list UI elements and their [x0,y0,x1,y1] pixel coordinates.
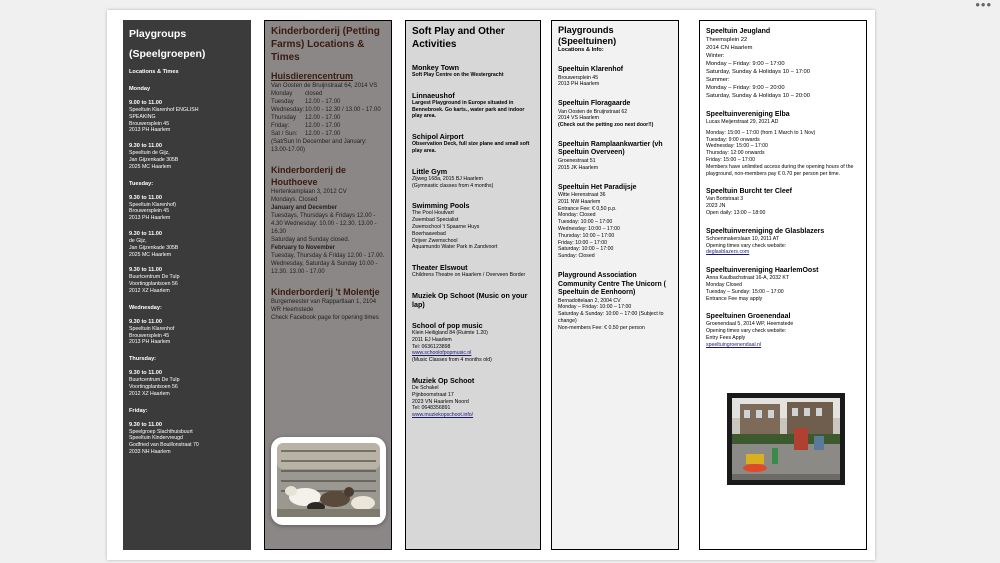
houthoeve-details [271,188,385,276]
hours-row [271,98,385,106]
association-detail: Opening times vary check website: [706,242,787,249]
association-link[interactable]: deglasblazers.com [706,249,750,256]
playgroup-time: 9.30 to 11.00 [129,421,162,428]
playground-detail: Sunday: Closed [558,253,595,260]
activity-name: Muziek Op Schoot (Music on your lap) [412,290,528,309]
playgroup-line: Speelgroep Slachthuisbuurt [129,428,193,435]
association-detail: Entry Fees Apply [706,334,746,341]
playgroup-line: Godfried van Bouillonstraat 70 [129,442,199,449]
association-name: Speeltuin Burcht ter Cleef [706,188,792,196]
activity-detail: 2023 VN Haarlem Noord [412,398,469,405]
association-detail: Opening times vary check website: [706,328,787,335]
playground-name: Speeltuin Ramplaankwartier (vh Speeltuin Overveen) [558,140,663,157]
playgroup-line: 2025 MC Haarlem [129,251,172,258]
activity-name: Schipol Airport [412,132,464,142]
activity-detail: Boerhaavebad [412,230,446,237]
association-detail: Winter: [706,53,725,59]
playground-name: Playground Association Community Centre The Unicorn ( Speeltuin de Eenhoorn) [558,272,666,297]
association-detail: 2023 JN [706,203,726,210]
petting-farms-column [264,20,392,550]
goats-photo [271,437,386,525]
association-detail: Monday – Friday: 9:00 – 20:00 [706,85,785,91]
playgroup-entry [129,231,245,258]
molentje-line: Burgemeester van Rappartlaan 1, 2104 WR Heemstede [271,299,377,313]
playground-detail: Saturday & Sunday: 10:00 – 17:00 (Subject to change) [558,311,664,324]
playgroup-line: 2012 XZ Haarlem [129,287,170,294]
activity-name: Muziek Op Schoot [412,375,475,385]
hours-time: 12.00 - 17.00 [305,115,341,121]
houthoeve-heading: Kinderborderij de Houthoeve [271,165,347,187]
playgrounds-subtitle: Locations & Info: [558,47,604,53]
hours-row [271,130,385,138]
soft-play-column [405,20,541,550]
playground-detail: Monday: Closed [558,212,596,219]
day-heading: Friday: [129,407,148,414]
houthoeve-line: January and December [271,205,338,211]
huisdierencentrum-hours [271,90,385,138]
association-detail: Groenendaal 5, 2014 WP, Heemstede [706,321,794,328]
playgroup-line: 2033 NH Haarlem [129,448,171,455]
playground-detail: Friday: 10:00 – 17:00 [558,239,608,246]
playgroup-line: Buurtcentrum De Tulp [129,377,180,384]
hours-time: 12.00 - 17.00 [305,99,341,105]
huisdierencentrum-heading: Huisdierencentrum [271,71,354,81]
activity-detail: Tel: 0636123898 [412,343,451,350]
association-name: Speeltuinvereniging HaarlemOost [706,267,819,275]
activity-detail: Zwemschool 't Spaarne Huys [412,223,480,230]
activity-detail: Largest Playground in Europe situated in Bennebroek. Go karts., water park and indoor play area. [412,99,525,120]
playgroup-line: Brouwersplein 45 [129,332,170,339]
activity-detail: (Music Classes from 4 months old) [412,357,492,364]
association-detail: Open daily: 13:00 – 18:00 [706,209,766,216]
association-detail: Anna Kaulbachstraat 16-A, 2032 KT [706,275,790,282]
playgroup-line: Speeltuin Klarenhof [129,325,175,332]
activity-name: Monkey Town [412,63,459,72]
playground-detail: Thursday: 10:00 – 17:00 [558,232,615,239]
petting-farms-title: Kinderborderij (Petting Farms) Locations & Times [271,26,380,63]
association-name: Speeltuinvereniging Elba [706,111,790,118]
association-link[interactable]: speeltuingroenendaal.nl [706,341,762,348]
association-detail: 2014 CN Haarlem [706,45,753,51]
playgroup-entry [129,319,245,346]
playgroup-entry [129,267,245,294]
day-heading: Monday [129,86,151,92]
playgrounds-title: Playgrounds (Speeltuinen) [558,25,617,46]
playground-detail: 2015 JK Haarlem [558,164,599,171]
playgroups-title: Playgroups [129,28,187,40]
playground-name: Speeltuin Klarenhof [558,66,624,73]
houthoeve-line: Tuesday, Thursday & Friday 12.00 - 17.00. Wednesday, Saturday & Sunday 10.00 - 12.30. 13.00 - 17.00 [271,253,385,275]
activity-detail: 2011 EJ Haarlem [412,336,452,343]
playgroup-entry [129,422,245,456]
playground-name: Speeltuin Floragaarde [558,100,631,108]
playgroup-time: 9.30 to 11.00 [129,267,162,274]
playground-name: Speeltuin Het Paradijsje [558,183,637,191]
playgroup-line: 2025 MC Haarlem [129,163,172,170]
association-detail: Schoenmakerslaan 10, 2011 AT [706,235,780,242]
playgroup-line: Jan Gijzenkade 305B [129,244,179,251]
activity-name: Theater Elswout [412,263,468,273]
association-detail: Monday – Friday: 9:00 – 17:00 [706,61,785,67]
playgroup-line: 2013 PH Haarlem [129,339,171,346]
association-name: Speeltuinvereniging de Glasblazers [706,227,825,235]
hours-row [271,122,385,130]
hours-day: Sat / Sun: [271,131,298,137]
playground-detail: Entrance Fee: € 0,50 p.p. [558,205,617,212]
playgroup-line: 2013 PH Haarlem [129,215,171,222]
playground-detail: Witte Herenstraat 36 [558,192,606,199]
playground-detail: 2011 NW Haarlem [558,198,601,205]
association-detail: Theemsplein 22 [706,37,748,43]
playground-detail: Saturday: 10:00 – 17:00 [558,246,614,253]
activity-detail: Klein Heiligland 84 (Ruimte 1.20) [412,329,488,336]
playgroup-line: Voortingplantsoen 56 [129,383,178,390]
activity-name: Linnaeushof [412,90,455,100]
activity-detail: Observation Deck, full size plane and small soft play area. [412,141,530,154]
houthoeve-line: Mondays. Closed [271,197,318,203]
day-heading: Thursday: [129,356,157,363]
houthoeve-line: February to November [271,245,336,251]
playgroup-line: Speeltuin de Gijz, [129,150,170,157]
playgroup-time: 9.30 to 11.00 [129,230,162,237]
soft-play-list [412,63,534,419]
houthoeve-line: Saturday and Sunday closed. [271,237,350,243]
playgrounds-list [558,66,672,332]
association-detail: Monday: 15:00 – 17:00 (from 1 March to 1 Nov) [706,129,816,136]
playgroup-time: 9.30 to 11.00 [129,318,162,325]
association-detail: Saturday, Sunday & Holidays 10 – 17:00 [706,69,810,75]
association-detail: Summer: [706,77,730,83]
playground-detail: (Check out the petting zoo next door!!) [558,122,654,129]
playgroup-entry [129,100,245,134]
activity-detail: Drijver Zwemschool [412,237,458,244]
activity-detail: Zwembad Specialist [412,217,459,224]
playground-detail: Tuesday: 10:00 – 17:00 [558,219,613,226]
association-detail: Tuesday – Sunday: 15:00 – 17:00 [706,288,784,295]
playgroups-title-nl: (Speelgroepen) [129,48,206,60]
playgroup-time: 9.00 to 11.00 [129,100,162,106]
soft-play-title: Soft Play and Other Activities [412,26,505,50]
activity-detail: Childrens Theatre on Haarlem / Overveen Border [412,272,526,279]
activity-name: Swimming Pools [412,201,470,211]
playgroup-line: Jan Gijzenkade 305B [129,156,179,163]
playground-detail: Monday – Friday: 10:00 – 17:00 [558,304,632,311]
playground-associations-column [699,20,867,550]
hours-row [271,90,385,98]
playgroup-entry [129,143,245,170]
hours-day: Friday: [271,123,290,129]
playground-detail: Groenestraat 51 [558,157,596,164]
houthoeve-line: Tuesdays, Thursdays & Fridays 12.00 - 4.30 Wednesday: 10.00 - 12.30. 13.00 - 16.30 [271,213,377,235]
huisdierencentrum-address: Van Oosten de Bruijnstraat 64, 2014 VS [271,83,378,89]
playground-detail: Bernadottelaan 2, 2004 CV [558,297,621,304]
playgroup-line: Speeltuin Kindervreugd [129,435,183,442]
activity-detail: The Pool Houtvart [412,210,454,217]
playgroup-line: SPEAKING [129,113,156,120]
playgroup-entry [129,370,245,397]
playgroup-time: 9.30 to 11.00 [129,370,162,377]
association-name: Speeltuin Jeugland [706,28,771,35]
playground-associations-list [706,27,860,349]
activity-name: Little Gym [412,166,448,176]
association-detail: Entrance Fee may apply [706,295,763,302]
playgroups-subtitle: Locations & Times [129,69,179,75]
hours-time: 12.00 - 17.00 [305,123,341,129]
association-detail: Members have unlimited access during the opening hours of the playground, non-members pay € 0.70 per person per time. [706,163,854,177]
association-detail: Lucas Meijerstraat 29, 2021 AD [706,119,779,125]
hours-time: 10.00 - 12.30 / 13.00 - 17.00 [305,107,381,113]
activity-detail: Aquamundo Water Park in Zandvoort [412,244,498,251]
activity-name: School of pop music [412,320,483,330]
association-detail: Monday Closed [706,281,743,288]
playground-detail: Van Oosten de Bruijnstraat 62 [558,108,628,115]
hours-day: Monday [271,91,293,97]
activity-detail: Zijweg 168a, 2015 BJ Haarlem [412,175,483,182]
playgroup-time: 9.30 to 11.00 [129,143,162,150]
hours-day: Thursday [271,115,297,121]
association-detail: Van Bortstraat 3 [706,196,744,203]
playgroup-line: Buurtcentrum De Tulp [129,274,180,281]
molentje-heading: Kinderborderij 't Molentje [271,287,380,297]
molentje-details [271,298,385,322]
activity-detail: (Gymnastic classes from 4 months) [412,182,494,189]
association-detail: Saturday, Sunday & Holidays 10 – 20:00 [706,93,810,99]
playgroup-line: Speeltuin Klarenhof ENGLISH [129,107,199,113]
hours-row [271,106,385,114]
playgrounds-column [551,20,679,550]
playground-detail: Wednesday: 10:00 – 17:00 [558,226,620,233]
playground-detail: 2014 VS Haarlem [558,115,599,122]
playgroups-days [129,86,245,456]
day-heading: Tuesday: [129,180,154,187]
hours-day: Tuesday [271,99,294,105]
playgroup-line: Voortingplantsoen 56 [129,281,178,288]
playgroup-line: Speeltuin Klarenhof) [129,201,177,208]
activity-detail: Tel: 0648356891 [412,405,451,412]
playground-photo [727,393,845,485]
day-heading: Wednesday: [129,304,162,311]
playground-detail: Brouwersplein 45 [558,74,599,81]
houthoeve-line: Hertenkamplaan 3, 2012 CV [271,189,347,195]
activity-link[interactable]: www.muziekopschoot.info/ [412,412,474,419]
playgroup-line: Brouwersplein 45 [129,208,170,215]
association-detail: Tuesday: 9:00 onwards [706,136,760,143]
association-detail: Wednesday: 15:00 – 17:00 [706,143,768,150]
huisdierencentrum-note: (Sat/Sun In December and January: 13.00-17.00) [271,139,367,153]
hours-time: closed [305,91,323,97]
playground-detail: Non-members Fee: € 0.50 per person [558,324,645,331]
playgroup-entry [129,195,245,222]
activity-detail: Pijnboomstraat 17 [412,391,454,398]
association-detail: Friday: 15:00 – 17:00 [706,156,756,163]
hours-day: Wednesday: [271,107,305,113]
activity-detail: De Schakel [412,384,439,391]
document-page [107,10,875,560]
hours-row [271,114,385,122]
playgroup-line: Brouwersplein 45 [129,120,170,127]
molentje-line: Check Facebook page for opening times [271,315,379,321]
playgroup-line: de Gijz, [129,237,147,244]
association-name: Speeltuinen Groenendaal [706,313,791,321]
association-detail: Thursday: 12:00 onwards [706,150,765,157]
more-options-icon[interactable]: ••• [975,0,992,12]
activity-link[interactable]: www.schoolofpopmusic.nl [412,350,472,357]
activity-detail: Soft Play Centre on the Westergracht [412,72,504,78]
playground-detail: 2013 PH Haarlem [558,81,600,88]
playgroup-line: 2013 PH Haarlem [129,127,171,134]
playgroup-time: 9.30 to 11.00 [129,194,162,201]
hours-time: 12.00 - 17.00 [305,131,341,137]
playgroups-column [123,20,251,550]
playgroup-line: 2012 XZ Haarlem [129,390,170,397]
